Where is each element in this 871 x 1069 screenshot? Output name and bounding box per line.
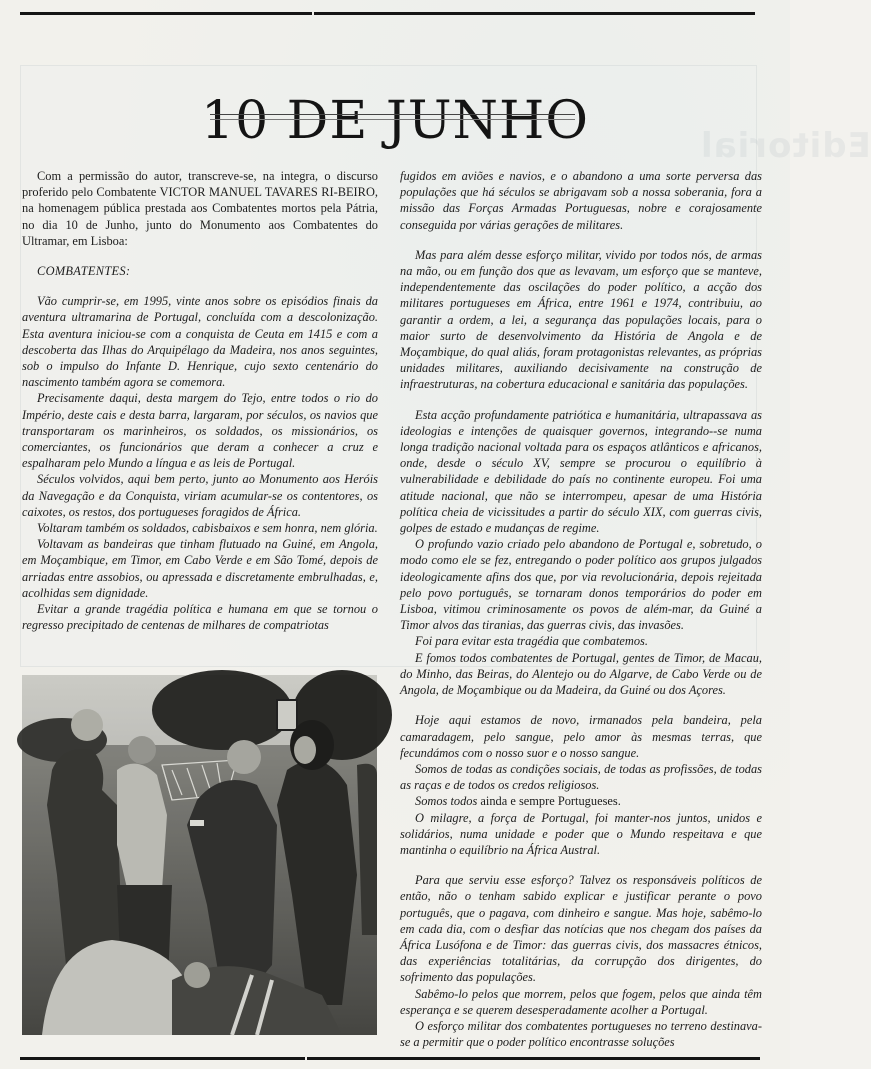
speech-paragraph: Para que serviu esse esforço? Talvez os responsáveis políticos de então, não o tenham sabido explicar e justificar perante o povo português, que o pagava, com dinheiro e sangue. Mas hoje, sabêmo-lo em cada dia, com o desfiar das notícias que nos chegam dos países da África Lusófona e de Timor: das guerras civis, dos massacres étnicos, das experiências totalitárias, da corrupção dos dirigentes, do sofrimento das populações. — [400, 873, 762, 985]
speech-heading: COMBATENTES: — [37, 264, 131, 279]
speech-paragraph: Voltaram também os soldados, cabisbaixos e sem honra, nem glória. — [37, 521, 378, 536]
speech-paragraph: Esta acção profundamente patriótica e humanitária, ultrapassava as ideologias e intenções de quaisquer governos, integrando--se numa longa tradição nacional voltada para os espaços atlânticos e africanos, onde, desde o século XV, sempre se procurou o equilíbrio à vulnerabilidade e debilidade do país no continente europeu. Foi uma atitude nacional, que não se interrompeu, apesar de uma História política cheia de vicissitudes a partir do século XIX, com guerras civis, golpes de estado e mudanças de regime. — [400, 407, 762, 536]
speech-paragraph: E fomos todos combatentes de Portugal, gentes de Timor, de Macau, do Minho, das Beiras, do Alentejo ou do Algarve, de Cabo Verde ou de Angola, de Moçambique ou da Madeira, da Guiné ou dos Açores. — [400, 650, 762, 698]
speech-paragraph: fugidos em aviões e navios, e o abandono a uma sorte perversa das populações que há séculos se abrigavam sob a nossa soberania, fora a missão das Forças Armadas Portuguesas, nobre e corajosamente conseguida por várias gerações de militares. — [400, 169, 762, 232]
speech-paragraph: Voltavam as bandeiras que tinham flutuado na Guiné, em Angola, em Moçambique, em Timor, em Cabo Verde e em São Tomé, depois de arriadas entre assobios, ou apressada e discretamente embrulhadas, e, acolhidas sem dignidade. — [22, 537, 378, 600]
speech-paragraph: Somos de todas as condições sociais, de todas as profissões, de todas as raças e de todos os credos religiosos. — [400, 761, 762, 793]
top-rule — [20, 12, 755, 15]
speech-paragraph: Sabêmo-lo pelos que morrem, pelos que fogem, pelos que ainda têm esperança e se querem desesperadamente acolher a Portugal. — [400, 986, 762, 1017]
left-column — [22, 168, 378, 633]
intro-paragraph: Com a permissão do autor, transcreve-se, na integra, o discurso proferido pelo Combatente VICTOR MANUEL TAVARES RI-BEIRO, na homenagem pública prestada aos Combatentes mortos pela Pátria, no dia 10 de Junho, junto do Monumento aos Combatentes do Ultramar, em Lisboa: — [22, 169, 378, 248]
speech-paragraph: Mas para além desse esforço militar, vivido por todos nós, de armas na mão, ou em função dos que as levavam, um esforço que se manteve, independentemente das oscilações do poder político, a acção dos militares portugueses em África, entre 1961 e 1974, contribuiu, ao garantir a ordem, a lei, a segurança das populações locais, para o maior surto de desenvolvimento da História de Angola e de Moçambique, do qual aliás, foram protagonistas relevantes, as próprias unidades militares, auxiliando decisivamente na construção de infraestruturas, na cobertura educacional e sanitária das populações. — [400, 247, 762, 392]
portugueses-upright: ainda e sempre Portugueses. — [480, 794, 621, 809]
portugueses-italic: Somos todos — [415, 794, 478, 809]
title-underline — [210, 114, 575, 120]
speech-paragraph: Vão cumprir-se, em 1995, vinte anos sobre os episódios finais da aventura ultramarina de Portugal, concluída com a descolonização. Esta aventura iniciou-se com a conquista de Ceuta em 1415 e com a descoberta das Ilhas do Arquipélago da Madeira, nos anos seguintes, sob o impulso do Infante D. Henrique, cujo sexto centenário do nascimento também agora se comemora. — [22, 294, 378, 390]
speech-paragraph: Foi para evitar esta tragédia que combatemos. — [415, 634, 648, 649]
speech-paragraph: Hoje aqui estamos de novo, irmanados pela bandeira, pela camaradagem, pelo sangue, pelo amor às mesmas terras, que fecundámos com o nosso suor e o nosso sangue. — [400, 713, 762, 760]
speech-paragraph: Evitar a grande tragédia política e humana em que se tornou o regresso precipitado de centenas de milhares de compatriotas — [22, 602, 378, 633]
speech-paragraph: Séculos volvidos, aqui bem perto, junto ao Monumento aos Heróis da Navegação e da Conquista, viriam acumular-se os contentores, os caixotes, os restos, dos portugueses foragidos de África. — [22, 472, 378, 519]
right-column — [400, 168, 762, 1050]
show-through-text: Editorial — [700, 126, 871, 166]
speech-paragraph: O profundo vazio criado pelo abandono de Portugal e, sobretudo, o modo como ele se fez, entregando o poder político aos grupos julgados ideologicamente afins dos que, por via revolucionária, depois rejeitada pelo povo português, se tornaram donos temporários do poder em Lisboa, vitimou criminosamente os povos de além-mar, da Guiné a Timor alvos das tiranias, das guerras civis, das invasões. — [400, 537, 762, 633]
speech-paragraph: Precisamente daqui, desta margem do Tejo, entre todos o rio do Império, deste cais e desta barra, largaram, por séculos, os navios que transportaram os marinheiros, os soldados, os missionários, os comerciantes, os funcionários que deram a conhecer a cruz e espalharam pelo Mundo a língua e as leis de Portugal. — [22, 391, 378, 471]
soldiers-photo — [22, 675, 377, 1035]
page-title: 10 DE JUNHO — [200, 90, 590, 151]
bottom-rule — [20, 1057, 760, 1060]
speech-paragraph: O milagre, a força de Portugal, foi manter-nos juntos, unidos e solidários, numa unidade e poder que o Mundo respeitava e que mantinha o equilíbrio na África Austral. — [400, 810, 762, 857]
speech-paragraph: O esforço militar dos combatentes portugueses no terreno destinava-se a permitir que o poder político encontrasse soluções — [400, 1018, 762, 1050]
photo-illustration — [22, 675, 377, 1035]
portugueses-line — [400, 793, 762, 809]
